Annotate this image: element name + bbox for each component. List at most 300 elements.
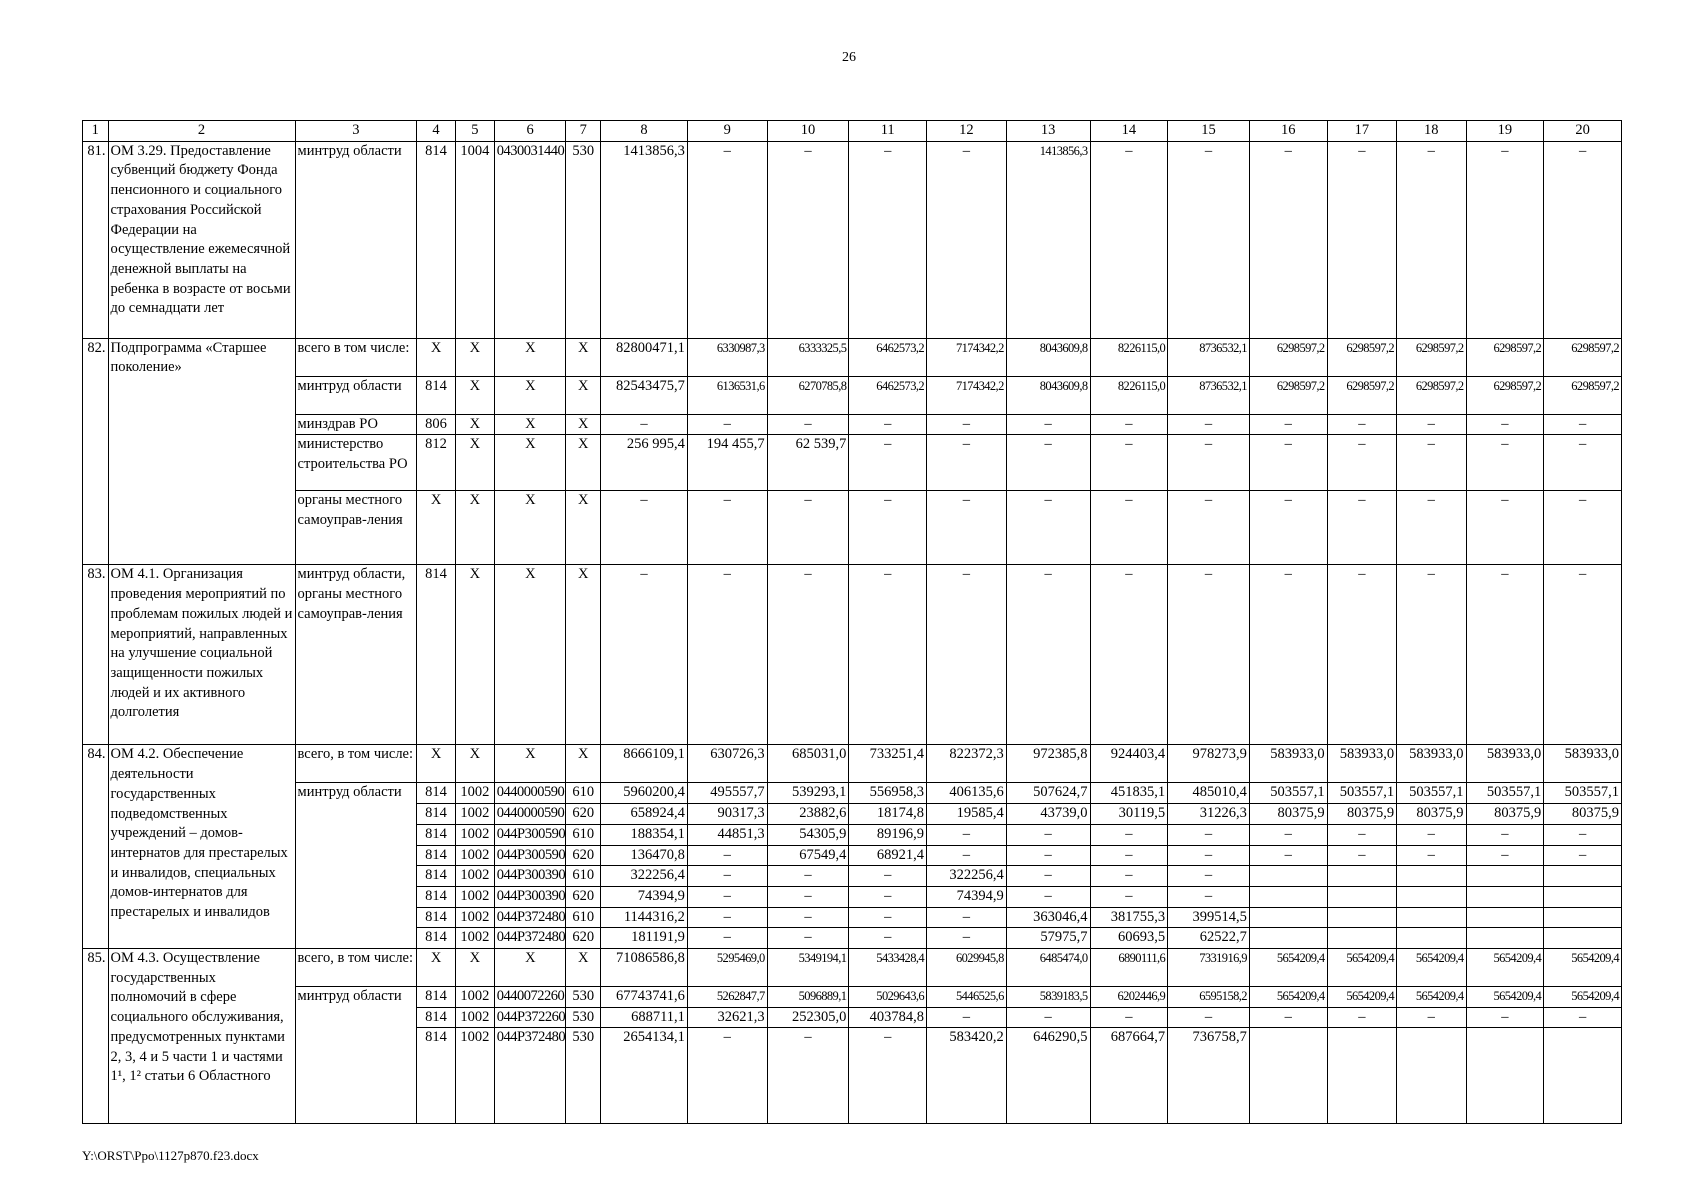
value-cell: 80375,9 xyxy=(1544,804,1622,825)
header-cell: 9 xyxy=(687,121,767,142)
value-cell xyxy=(1397,1028,1466,1124)
value-cell: 688711,1 xyxy=(601,1007,688,1028)
header-cell: 3 xyxy=(295,121,417,142)
value-cell: – xyxy=(1249,1007,1327,1028)
col-5-code: 1004 xyxy=(455,141,494,338)
value-cell: 252305,0 xyxy=(767,1007,849,1028)
value-cell: – xyxy=(1249,824,1327,845)
value-cell: 6298597,2 xyxy=(1327,376,1396,414)
col-4-code: 814 xyxy=(417,565,456,745)
value-cell: – xyxy=(1090,845,1168,866)
value-cell: 507624,7 xyxy=(1006,783,1090,804)
executor: всего, в том числе: xyxy=(295,949,417,987)
value-cell: 6298597,2 xyxy=(1544,376,1622,414)
value-cell: 485010,4 xyxy=(1168,783,1250,804)
col-5-code: 1002 xyxy=(455,1028,494,1124)
value-cell: – xyxy=(849,907,927,928)
col-5-code: Х xyxy=(455,491,494,565)
value-cell: – xyxy=(1090,866,1168,887)
value-cell: – xyxy=(767,414,849,435)
col-7-code: Х xyxy=(566,435,601,491)
value-cell: – xyxy=(1327,141,1396,338)
col-6-code: 0440000590 xyxy=(494,804,566,825)
value-cell: – xyxy=(1544,845,1622,866)
value-cell: 406135,6 xyxy=(927,783,1007,804)
value-cell: – xyxy=(1090,414,1168,435)
col-7-code: 620 xyxy=(566,886,601,907)
value-cell: 363046,4 xyxy=(1006,907,1090,928)
col-5-code: 1002 xyxy=(455,866,494,887)
value-cell: 5654209,4 xyxy=(1466,987,1544,1008)
value-cell: 136470,8 xyxy=(601,845,688,866)
value-cell: 495557,7 xyxy=(687,783,767,804)
table-row xyxy=(83,414,1622,435)
value-cell: 8226115,0 xyxy=(1090,376,1168,414)
value-cell: – xyxy=(687,491,767,565)
value-cell xyxy=(1466,866,1544,887)
value-cell: 8043609,8 xyxy=(1006,338,1090,376)
value-cell: – xyxy=(1090,1007,1168,1028)
value-cell: 5349194,1 xyxy=(767,949,849,987)
value-cell: – xyxy=(1249,435,1327,491)
col-7-code: 610 xyxy=(566,824,601,845)
value-cell: 6202446,9 xyxy=(1090,987,1168,1008)
value-cell: 403784,8 xyxy=(849,1007,927,1028)
value-cell: 44851,3 xyxy=(687,824,767,845)
value-cell: 583933,0 xyxy=(1249,745,1327,783)
header-cell: 18 xyxy=(1397,121,1466,142)
value-cell: 60693,5 xyxy=(1090,928,1168,949)
header-cell: 7 xyxy=(566,121,601,142)
col-4-code: 814 xyxy=(417,1007,456,1028)
value-cell: – xyxy=(1397,565,1466,745)
col-7-code: 610 xyxy=(566,866,601,887)
value-cell: 6330987,3 xyxy=(687,338,767,376)
value-cell: 1144316,2 xyxy=(601,907,688,928)
value-cell: – xyxy=(1397,435,1466,491)
header-cell: 1 xyxy=(83,121,109,142)
executor: органы местного самоуправ-ления xyxy=(295,491,417,565)
value-cell: 6298597,2 xyxy=(1249,338,1327,376)
executor: всего в том числе: xyxy=(295,338,417,376)
table-row xyxy=(83,376,1622,414)
executor: всего, в том числе: xyxy=(295,745,417,783)
value-cell: – xyxy=(687,565,767,745)
value-cell: – xyxy=(1168,491,1250,565)
value-cell: 6298597,2 xyxy=(1397,338,1466,376)
row-number: 83. xyxy=(83,565,109,745)
value-cell: – xyxy=(849,414,927,435)
col-4-code: 814 xyxy=(417,845,456,866)
value-cell: 556958,3 xyxy=(849,783,927,804)
value-cell: 5654209,4 xyxy=(1249,987,1327,1008)
value-cell: – xyxy=(1544,1007,1622,1028)
value-cell: – xyxy=(1544,491,1622,565)
col-4-code: 814 xyxy=(417,804,456,825)
col-6-code: Х xyxy=(494,376,566,414)
value-cell: 5096889,1 xyxy=(767,987,849,1008)
value-cell: – xyxy=(687,886,767,907)
value-cell: – xyxy=(1006,435,1090,491)
value-cell: 583933,0 xyxy=(1466,745,1544,783)
value-cell: 5262847,7 xyxy=(687,987,767,1008)
value-cell: 583933,0 xyxy=(1544,745,1622,783)
value-cell: – xyxy=(1249,414,1327,435)
row-number: 84. xyxy=(83,745,109,949)
value-cell: – xyxy=(849,1028,927,1124)
col-6-code: 044Р372260 xyxy=(494,1007,566,1028)
col-6-code: Х xyxy=(494,745,566,783)
value-cell: 7174342,2 xyxy=(927,376,1007,414)
value-cell: 194 455,7 xyxy=(687,435,767,491)
executor: минтруд области xyxy=(295,987,417,1124)
value-cell: – xyxy=(1466,491,1544,565)
value-cell xyxy=(1327,866,1396,887)
table-row xyxy=(83,435,1622,491)
value-cell: 6462573,2 xyxy=(849,376,927,414)
value-cell: 80375,9 xyxy=(1397,804,1466,825)
value-cell: – xyxy=(1466,435,1544,491)
table-row xyxy=(83,491,1622,565)
col-6-code: 044Р300590 xyxy=(494,845,566,866)
value-cell: – xyxy=(1544,565,1622,745)
measure-name: ОМ 3.29. Предоставление субвенций бюджету Фонда пенсионного и социального страхования Российской Федерации на осуществление ежемесячной денежной выплаты на ребенка в возрасте от восьми до семнадцати лет xyxy=(108,141,295,338)
header-cell: 4 xyxy=(417,121,456,142)
value-cell: 82800471,1 xyxy=(601,338,688,376)
value-cell: 685031,0 xyxy=(767,745,849,783)
value-cell: – xyxy=(1544,824,1622,845)
value-cell: 67743741,6 xyxy=(601,987,688,1008)
value-cell: – xyxy=(1327,845,1396,866)
page-number: 26 xyxy=(842,50,856,65)
value-cell: – xyxy=(927,491,1007,565)
value-cell: – xyxy=(601,491,688,565)
value-cell: 583933,0 xyxy=(1327,745,1396,783)
col-7-code: Х xyxy=(566,338,601,376)
value-cell: 503557,1 xyxy=(1327,783,1396,804)
value-cell: – xyxy=(1168,866,1250,887)
value-cell: 503557,1 xyxy=(1466,783,1544,804)
executor: минтруд области xyxy=(295,783,417,949)
value-cell: 74394,9 xyxy=(927,886,1007,907)
value-cell: – xyxy=(849,491,927,565)
value-cell: 62522,7 xyxy=(1168,928,1250,949)
value-cell xyxy=(1544,886,1622,907)
col-4-code: 814 xyxy=(417,1028,456,1124)
value-cell: – xyxy=(1466,565,1544,745)
value-cell: – xyxy=(601,565,688,745)
header-cell: 2 xyxy=(108,121,295,142)
value-cell: – xyxy=(1544,141,1622,338)
value-cell: 6485474,0 xyxy=(1006,949,1090,987)
value-cell: – xyxy=(767,866,849,887)
value-cell: 19585,4 xyxy=(927,804,1007,825)
value-cell: – xyxy=(1466,824,1544,845)
value-cell: – xyxy=(1466,845,1544,866)
value-cell: – xyxy=(1006,824,1090,845)
col-4-code: 814 xyxy=(417,987,456,1008)
value-cell xyxy=(1397,928,1466,949)
value-cell: – xyxy=(1006,491,1090,565)
col-4-code: 814 xyxy=(417,907,456,928)
value-cell: – xyxy=(927,1007,1007,1028)
col-5-code: 1002 xyxy=(455,804,494,825)
value-cell: – xyxy=(1249,141,1327,338)
col-6-code: 044Р372480 xyxy=(494,907,566,928)
budget-table xyxy=(82,120,1622,1124)
col-5-code: 1002 xyxy=(455,845,494,866)
value-cell: 6298597,2 xyxy=(1544,338,1622,376)
value-cell xyxy=(1249,1028,1327,1124)
value-cell: – xyxy=(1090,491,1168,565)
value-cell: – xyxy=(1090,886,1168,907)
header-cell: 17 xyxy=(1327,121,1396,142)
value-cell: – xyxy=(849,866,927,887)
value-cell: – xyxy=(1397,491,1466,565)
value-cell: 5960200,4 xyxy=(601,783,688,804)
col-6-code: 044Р300390 xyxy=(494,886,566,907)
col-6-code: 044Р372480 xyxy=(494,1028,566,1124)
value-cell: – xyxy=(1397,1007,1466,1028)
col-4-code: 814 xyxy=(417,783,456,804)
value-cell: – xyxy=(1168,824,1250,845)
value-cell: 2654134,1 xyxy=(601,1028,688,1124)
value-cell: 687664,7 xyxy=(1090,1028,1168,1124)
col-7-code: 610 xyxy=(566,907,601,928)
header-cell: 20 xyxy=(1544,121,1622,142)
col-5-code: 1002 xyxy=(455,907,494,928)
value-cell xyxy=(1544,907,1622,928)
value-cell xyxy=(1397,866,1466,887)
value-cell: 6270785,8 xyxy=(767,376,849,414)
value-cell: – xyxy=(1544,435,1622,491)
value-cell: – xyxy=(1006,565,1090,745)
value-cell: 57975,7 xyxy=(1006,928,1090,949)
value-cell: – xyxy=(927,435,1007,491)
value-cell: 74394,9 xyxy=(601,886,688,907)
col-4-code: Х xyxy=(417,949,456,987)
measure-name: Подпрограмма «Старшее поколение» xyxy=(108,338,295,565)
value-cell: – xyxy=(687,1028,767,1124)
col-4-code: 814 xyxy=(417,886,456,907)
col-7-code: Х xyxy=(566,949,601,987)
value-cell: – xyxy=(849,928,927,949)
value-cell: 32621,3 xyxy=(687,1007,767,1028)
value-cell: – xyxy=(849,565,927,745)
value-cell: – xyxy=(849,141,927,338)
value-cell: 8043609,8 xyxy=(1006,376,1090,414)
col-7-code: 530 xyxy=(566,1007,601,1028)
value-cell: – xyxy=(767,141,849,338)
table-row xyxy=(83,338,1622,376)
header-row xyxy=(83,121,1622,142)
value-cell xyxy=(1466,1028,1544,1124)
value-cell xyxy=(1544,1028,1622,1124)
value-cell xyxy=(1397,907,1466,928)
value-cell: – xyxy=(1168,414,1250,435)
value-cell: 399514,5 xyxy=(1168,907,1250,928)
executor: министерство строительства РО xyxy=(295,435,417,491)
value-cell: 8226115,0 xyxy=(1090,338,1168,376)
col-5-code: 1002 xyxy=(455,886,494,907)
col-5-code: Х xyxy=(455,949,494,987)
value-cell: 188354,1 xyxy=(601,824,688,845)
value-cell: 6298597,2 xyxy=(1249,376,1327,414)
value-cell: 6333325,5 xyxy=(767,338,849,376)
value-cell: – xyxy=(1090,435,1168,491)
col-4-code: Х xyxy=(417,491,456,565)
value-cell xyxy=(1249,886,1327,907)
value-cell: 62 539,7 xyxy=(767,435,849,491)
value-cell: – xyxy=(849,435,927,491)
value-cell: – xyxy=(687,141,767,338)
value-cell: – xyxy=(1090,141,1168,338)
value-cell xyxy=(1327,928,1396,949)
value-cell: 6462573,2 xyxy=(849,338,927,376)
value-cell: – xyxy=(1006,886,1090,907)
col-6-code: 044Р300390 xyxy=(494,866,566,887)
value-cell: 646290,5 xyxy=(1006,1028,1090,1124)
col-4-code: 814 xyxy=(417,928,456,949)
value-cell: 6595158,2 xyxy=(1168,987,1250,1008)
value-cell: 67549,4 xyxy=(767,845,849,866)
value-cell: 7331916,9 xyxy=(1168,949,1250,987)
executor: минтруд области xyxy=(295,376,417,414)
col-6-code: Х xyxy=(494,565,566,745)
value-cell: – xyxy=(1249,845,1327,866)
col-6-code: Х xyxy=(494,435,566,491)
col-7-code: 530 xyxy=(566,1028,601,1124)
col-7-code: 610 xyxy=(566,783,601,804)
value-cell: 5654209,4 xyxy=(1327,949,1396,987)
value-cell: 80375,9 xyxy=(1466,804,1544,825)
value-cell: 5654209,4 xyxy=(1397,949,1466,987)
value-cell: – xyxy=(1466,1007,1544,1028)
value-cell: – xyxy=(1397,414,1466,435)
col-4-code: 814 xyxy=(417,376,456,414)
value-cell: – xyxy=(601,414,688,435)
value-cell: 630726,3 xyxy=(687,745,767,783)
col-5-code: 1002 xyxy=(455,928,494,949)
value-cell xyxy=(1466,928,1544,949)
value-cell: – xyxy=(1090,824,1168,845)
value-cell: – xyxy=(927,907,1007,928)
value-cell: – xyxy=(927,565,1007,745)
col-4-code: 814 xyxy=(417,141,456,338)
col-5-code: Х xyxy=(455,376,494,414)
value-cell: 5654209,4 xyxy=(1327,987,1396,1008)
col-7-code: 530 xyxy=(566,987,601,1008)
col-5-code: Х xyxy=(455,745,494,783)
col-7-code: 620 xyxy=(566,845,601,866)
value-cell: 80375,9 xyxy=(1249,804,1327,825)
value-cell: – xyxy=(1006,845,1090,866)
executor: минздрав РО xyxy=(295,414,417,435)
col-7-code: Х xyxy=(566,376,601,414)
value-cell xyxy=(1466,907,1544,928)
value-cell: – xyxy=(1249,491,1327,565)
value-cell: 5029643,6 xyxy=(849,987,927,1008)
value-cell: 583933,0 xyxy=(1397,745,1466,783)
executor: минтруд области, органы местного самоуправ-ления xyxy=(295,565,417,745)
value-cell: 5433428,4 xyxy=(849,949,927,987)
value-cell: 503557,1 xyxy=(1397,783,1466,804)
col-5-code: Х xyxy=(455,338,494,376)
col-6-code: Х xyxy=(494,491,566,565)
header-cell: 6 xyxy=(494,121,566,142)
value-cell: 822372,3 xyxy=(927,745,1007,783)
col-7-code: 620 xyxy=(566,804,601,825)
value-cell: 5654209,4 xyxy=(1544,987,1622,1008)
value-cell xyxy=(1327,1028,1396,1124)
value-cell: – xyxy=(1327,414,1396,435)
value-cell: 1413856,3 xyxy=(1006,141,1090,338)
value-cell: – xyxy=(1397,824,1466,845)
value-cell: – xyxy=(1168,435,1250,491)
value-cell: 18174,8 xyxy=(849,804,927,825)
value-cell: 5654209,4 xyxy=(1544,949,1622,987)
value-cell xyxy=(1466,886,1544,907)
value-cell: 68921,4 xyxy=(849,845,927,866)
value-cell: 31226,3 xyxy=(1168,804,1250,825)
value-cell: 8736532,1 xyxy=(1168,338,1250,376)
table-row xyxy=(83,565,1622,745)
value-cell: 658924,4 xyxy=(601,804,688,825)
value-cell: – xyxy=(1544,414,1622,435)
value-cell: 503557,1 xyxy=(1544,783,1622,804)
value-cell: – xyxy=(927,141,1007,338)
measure-name: ОМ 4.2. Обеспечение деятельности государственных подведомственных учреждений – домов-интернатов для престарелых и инвалидов, специальных домов-интернатов для престарелых и инвалидов xyxy=(108,745,295,949)
col-5-code: Х xyxy=(455,435,494,491)
value-cell: – xyxy=(927,928,1007,949)
value-cell: – xyxy=(1397,141,1466,338)
value-cell: – xyxy=(1466,141,1544,338)
value-cell: 322256,4 xyxy=(601,866,688,887)
executor: минтруд области xyxy=(295,141,417,338)
footer-file-path: Y:\ORST\Ppo\1127p870.f23.docx xyxy=(82,1148,259,1163)
value-cell: 583420,2 xyxy=(927,1028,1007,1124)
value-cell: 6298597,2 xyxy=(1327,338,1396,376)
col-7-code: 620 xyxy=(566,928,601,949)
table-row-total xyxy=(83,745,1622,783)
header-cell: 5 xyxy=(455,121,494,142)
row-number: 82. xyxy=(83,338,109,565)
value-cell: 5654209,4 xyxy=(1397,987,1466,1008)
value-cell: 5446525,6 xyxy=(927,987,1007,1008)
value-cell: – xyxy=(1168,845,1250,866)
col-6-code: Х xyxy=(494,338,566,376)
col-7-code: 530 xyxy=(566,141,601,338)
value-cell: – xyxy=(687,866,767,887)
value-cell: 6136531,6 xyxy=(687,376,767,414)
value-cell: – xyxy=(767,1028,849,1124)
col-5-code: Х xyxy=(455,414,494,435)
col-6-code: 0430031440 xyxy=(494,141,566,338)
header-cell: 8 xyxy=(601,121,688,142)
value-cell: 71086586,8 xyxy=(601,949,688,987)
value-cell: 451835,1 xyxy=(1090,783,1168,804)
value-cell: 30119,5 xyxy=(1090,804,1168,825)
col-7-code: Х xyxy=(566,491,601,565)
value-cell: – xyxy=(1327,491,1396,565)
value-cell: 6890111,6 xyxy=(1090,949,1168,987)
value-cell: 80375,9 xyxy=(1327,804,1396,825)
value-cell: – xyxy=(1168,565,1250,745)
value-cell: 6298597,2 xyxy=(1466,376,1544,414)
header-cell: 15 xyxy=(1168,121,1250,142)
col-4-code: Х xyxy=(417,745,456,783)
value-cell xyxy=(1544,866,1622,887)
